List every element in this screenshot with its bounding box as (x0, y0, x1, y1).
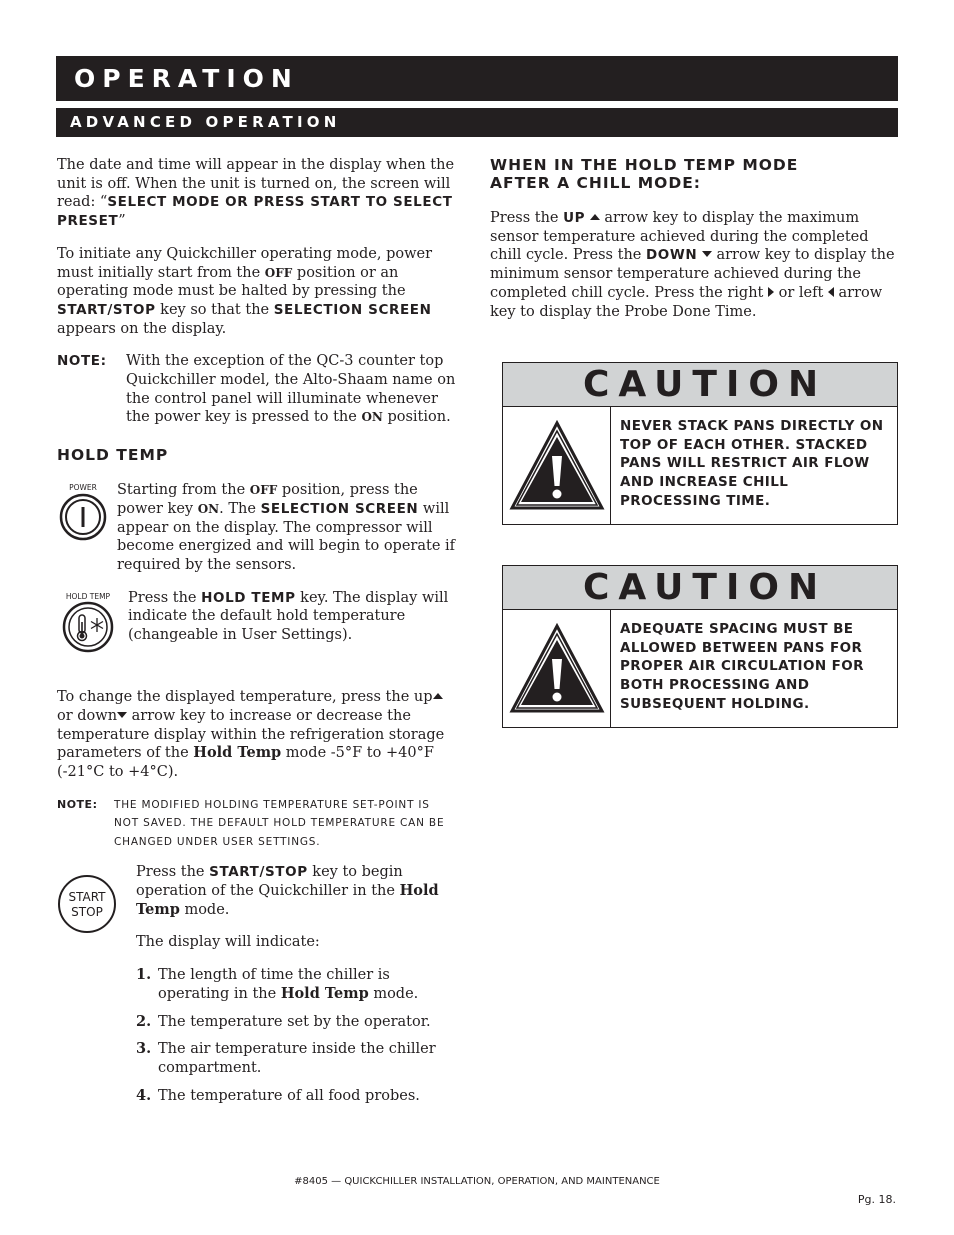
left-column (57, 156, 457, 1114)
list-number: 1. (136, 966, 152, 984)
start-hold-label: Hold Temp (136, 882, 439, 918)
hold-text-a: Press the (128, 589, 202, 606)
right-text-c: arrow key to display the minimum sensor temperature achieved during the completed chill cycle. Press the right (490, 247, 895, 301)
power-text-d: will appear on the display. The compressor will become energized and will begin to operate if required by the sensors. (117, 500, 456, 573)
down-arrow-icon (702, 251, 712, 257)
note2-label: NOTE: (57, 797, 98, 811)
change-hold-label: Hold Temp (193, 744, 282, 762)
selection-screen-label: SELECTION SCREEN (273, 301, 432, 318)
initiate-text-d: appears on the display. (57, 320, 227, 337)
power-text-a: Starting from the (117, 482, 250, 499)
note-text-a: With the exception of the QC-3 counter top Quickchiller model, the Alto-Shaam name on the control panel will illuminate whenever the power key is pressed to the (126, 353, 456, 426)
warning-triangle-icon (503, 610, 611, 727)
power-instruction (57, 481, 457, 575)
list-number: 2. (136, 1012, 152, 1030)
note-text (126, 352, 457, 427)
down-key-label: DOWN (645, 247, 698, 264)
list-item (136, 1040, 457, 1077)
list-text-b: mode. (368, 985, 419, 1002)
display-list (136, 966, 457, 1105)
start-key-label: START/STOP (209, 864, 308, 881)
note2-block (57, 796, 457, 852)
page-number: Pg. 18. (857, 1193, 896, 1206)
initiate-text-a: To initiate any Quickchiller operating mode, power must initially start from the (57, 245, 433, 281)
list-item (136, 1087, 457, 1106)
intro-paragraph (57, 156, 457, 231)
caution-text: NEVER STACK PANS DIRECTLY ON TOP OF EACH OTHER. STACKED PANS WILL RESTRICT AIR FLOW AND INCREASE CHILL PROCESSING TIME. (620, 418, 884, 509)
off-label: OFF (264, 265, 293, 280)
power-screen-label: SELECTION SCREEN (260, 500, 419, 517)
on-label: ON (361, 410, 383, 425)
power-icon-label: POWER (69, 483, 97, 493)
power-key-icon (57, 481, 117, 575)
start-stop-key-icon (57, 863, 136, 1114)
up-key-label: UP (563, 210, 586, 226)
footer-doc-title: QUICKCHILLER INSTALLATION, OPERATION, AND MAINTENANCE (344, 1176, 660, 1187)
caution-body (503, 610, 897, 727)
caution-box-2 (502, 565, 898, 728)
right-column (490, 156, 895, 321)
change-text-b: or down (57, 708, 118, 725)
list-item (136, 1013, 457, 1032)
warning-triangle-icon (503, 407, 611, 524)
list-bold: Hold Temp (280, 984, 369, 1002)
change-text-a: To change the displayed temperature, press the up (57, 689, 433, 706)
list-item (136, 966, 457, 1003)
list-number: 3. (136, 1040, 152, 1058)
change-text-d: mode -5°F to +40°F (-21°C to +4°C). (57, 745, 434, 781)
hold-text-b: key. The display will indicate the default hold temperature (changeable in User Settings). (128, 589, 449, 644)
list-text-a: The length of time the chiller is operating in the (158, 967, 390, 1002)
footer-doc-number: #8405 — (294, 1176, 345, 1187)
list-text: The temperature of all food probes. (158, 1087, 420, 1104)
start-text-block (136, 863, 457, 1114)
hold-temp-key-icon (57, 589, 128, 661)
up-arrow-icon (590, 214, 600, 220)
start-icon-line2: STOP (71, 905, 103, 920)
down-arrow-icon (117, 712, 127, 718)
power-text-b: position, press the power key (117, 482, 418, 517)
list-text (158, 966, 457, 1003)
power-paragraph (117, 481, 457, 575)
initiate-paragraph (57, 245, 457, 339)
note-text-b: position. (382, 409, 451, 426)
power-off-label: OFF (249, 483, 278, 498)
right-text-b: arrow key to display the maximum sensor temperature achieved during the completed chill cycle. Press the (490, 210, 869, 264)
hold-instruction (57, 589, 457, 661)
intro-quote-close: ” (118, 213, 126, 230)
power-on-label: ON (197, 501, 220, 516)
caution-title: CAUTION (503, 363, 897, 407)
caution-box-1 (502, 362, 898, 525)
caution-text: ADEQUATE SPACING MUST BE ALLOWED BETWEEN PANS FOR PROPER AIR CIRCULATION FOR BOTH PROCESSING AND SUBSEQUENT HOLDING. (620, 621, 864, 712)
right-text-d: or left (774, 284, 824, 301)
change-temp-paragraph (57, 688, 457, 782)
start-paragraph (136, 863, 457, 919)
right-text-e: arrow key to display the Probe Done Time. (490, 284, 883, 320)
intro-text: The date and time will appear in the display when the unit is off. When the unit is turned on, the screen will read: “ (57, 157, 455, 211)
list-text: The temperature set by the operator. (158, 1013, 431, 1030)
caution-body (503, 407, 897, 524)
footer (0, 1176, 954, 1187)
list-number: 4. (136, 1086, 152, 1104)
section-banner: OPERATION (56, 56, 898, 101)
hold-after-chill-heading: WHEN IN THE HOLD TEMP MODE AFTER A CHILL MODE: (490, 156, 799, 192)
subsection-banner: ADVANCED OPERATION (56, 108, 898, 137)
up-arrow-icon (433, 693, 443, 699)
initiate-text-b: position or an operating mode must be halted by pressing the (57, 264, 406, 300)
hold-temp-heading: HOLD TEMP (57, 446, 169, 465)
note2-text: THE MODIFIED HOLDING TEMPERATURE SET-POINT IS NOT SAVED. THE DEFAULT HOLD TEMPERATURE CAN BE CHANGED UNDER USER SETTINGS. (114, 798, 445, 848)
caution-title: CAUTION (503, 566, 897, 610)
display-intro: The display will indicate: (136, 934, 320, 951)
start-text-c: mode. (179, 901, 230, 918)
start-stop-key-label: START/STOP (57, 301, 156, 318)
hold-after-chill-paragraph (490, 209, 895, 321)
start-icon-line1: START (68, 890, 106, 905)
hold-paragraph (128, 589, 457, 661)
intro-screen-text: SELECT MODE OR PRESS START TO SELECT PRESET (57, 194, 453, 230)
start-text-a: Press the (136, 864, 210, 881)
start-text-b: key to begin operation of the Quickchiller in the (136, 864, 403, 900)
note-label: NOTE: (57, 353, 107, 370)
hold-icon-label: HOLD TEMP (65, 591, 111, 601)
change-text-c: arrow key to increase or decrease the temperature display within the refrigeration storage parameters of the (57, 708, 445, 762)
note-block (57, 352, 457, 427)
hold-key-label: HOLD TEMP (201, 589, 296, 606)
start-instruction (57, 863, 457, 1114)
initiate-text-c: key so that the (155, 301, 274, 318)
list-text: The air temperature inside the chiller compartment. (158, 1041, 436, 1076)
power-text-c: . The (219, 500, 261, 517)
right-text-a: Press the (490, 210, 564, 226)
